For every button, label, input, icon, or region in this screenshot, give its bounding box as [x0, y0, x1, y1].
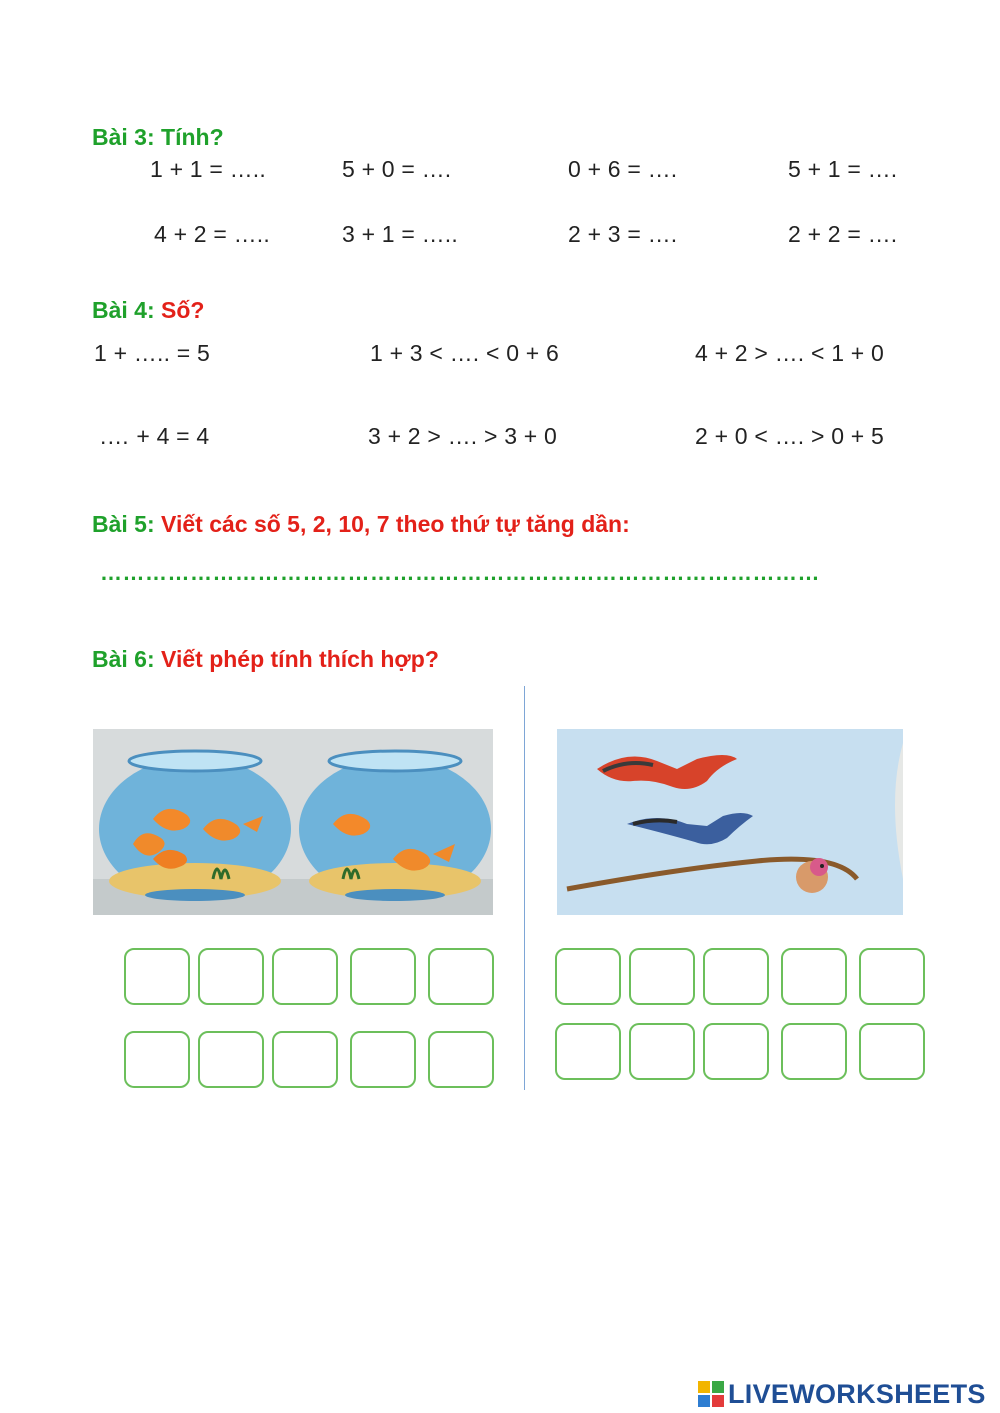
bai3-label: Bài 3: — [92, 124, 155, 150]
bai6-title: Viết phép tính thích hợp? — [161, 646, 439, 672]
liveworksheets-logo — [698, 1378, 986, 1410]
bai4-title: Số? — [161, 297, 205, 323]
answer-box-right-r1-c1[interactable] — [555, 948, 621, 1005]
bai3-eq-4: 5 + 1 = …. — [788, 156, 898, 182]
bai5-answer-line[interactable]: …………………………………………………………………………………… — [100, 560, 820, 585]
liveworksheets-wordmark: LIVEWORKSHEETS — [728, 1378, 986, 1409]
answer-box-left-r2-c5[interactable] — [428, 1031, 494, 1088]
answer-box-right-r2-c2[interactable] — [629, 1023, 695, 1080]
bai5-label: Bài 5: — [92, 511, 155, 537]
bai3-eq-8: 2 + 2 = …. — [788, 221, 898, 247]
fishbowls-picture — [93, 729, 493, 915]
birds-picture — [557, 729, 903, 915]
answer-box-left-r2-c1[interactable] — [124, 1031, 190, 1088]
bai3-eq-5: 4 + 2 = ….. — [154, 221, 270, 247]
bai6-heading — [92, 646, 439, 673]
bai4-label: Bài 4: — [92, 297, 155, 323]
bai4-eq-3: 4 + 2 > …. < 1 + 0 — [695, 340, 885, 366]
answer-box-right-r2-c3[interactable] — [703, 1023, 769, 1080]
answer-box-right-r2-c5[interactable] — [859, 1023, 925, 1080]
bai4-eq-4: .… + 4 = 4 — [100, 423, 210, 449]
bai4-eq-1: 1 + ….. = 5 — [94, 340, 210, 366]
answer-box-right-r2-c1[interactable] — [555, 1023, 621, 1080]
answer-box-right-r1-c3[interactable] — [703, 948, 769, 1005]
bai3-eq-7: 2 + 3 = …. — [568, 221, 678, 247]
answer-box-left-r1-c5[interactable] — [428, 948, 494, 1005]
answer-box-left-r2-c2[interactable] — [198, 1031, 264, 1088]
answer-box-right-r1-c5[interactable] — [859, 948, 925, 1005]
bai4-eq-5: 3 + 2 > …. > 3 + 0 — [368, 423, 558, 449]
answer-box-left-r2-c3[interactable] — [272, 1031, 338, 1088]
answer-box-right-r1-c2[interactable] — [629, 948, 695, 1005]
bai3-eq-6: 3 + 1 = ….. — [342, 221, 458, 247]
bai3-eq-2: 5 + 0 = …. — [342, 156, 452, 182]
bai4-heading — [92, 297, 204, 324]
answer-box-left-r1-c4[interactable] — [350, 948, 416, 1005]
column-divider — [524, 686, 525, 1090]
answer-box-left-r1-c3[interactable] — [272, 948, 338, 1005]
answer-box-left-r2-c4[interactable] — [350, 1031, 416, 1088]
liveworksheets-icon — [698, 1381, 724, 1407]
answer-box-right-r1-c4[interactable] — [781, 948, 847, 1005]
bai3-heading — [92, 124, 224, 151]
answer-box-left-r1-c2[interactable] — [198, 948, 264, 1005]
bai4-eq-6: 2 + 0 < …. > 0 + 5 — [695, 423, 885, 449]
bai3-eq-1: 1 + 1 = ….. — [150, 156, 266, 182]
bai3-eq-3: 0 + 6 = …. — [568, 156, 678, 182]
answer-box-right-r2-c4[interactable] — [781, 1023, 847, 1080]
bai3-title: Tính? — [161, 124, 224, 150]
answer-box-left-r1-c1[interactable] — [124, 948, 190, 1005]
bai5-title: Viết các số 5, 2, 10, 7 theo thứ tự tăng dần: — [161, 511, 630, 537]
bai4-eq-2: 1 + 3 < …. < 0 + 6 — [370, 340, 560, 366]
bai6-label: Bài 6: — [92, 646, 155, 672]
bai5-heading — [92, 511, 630, 538]
